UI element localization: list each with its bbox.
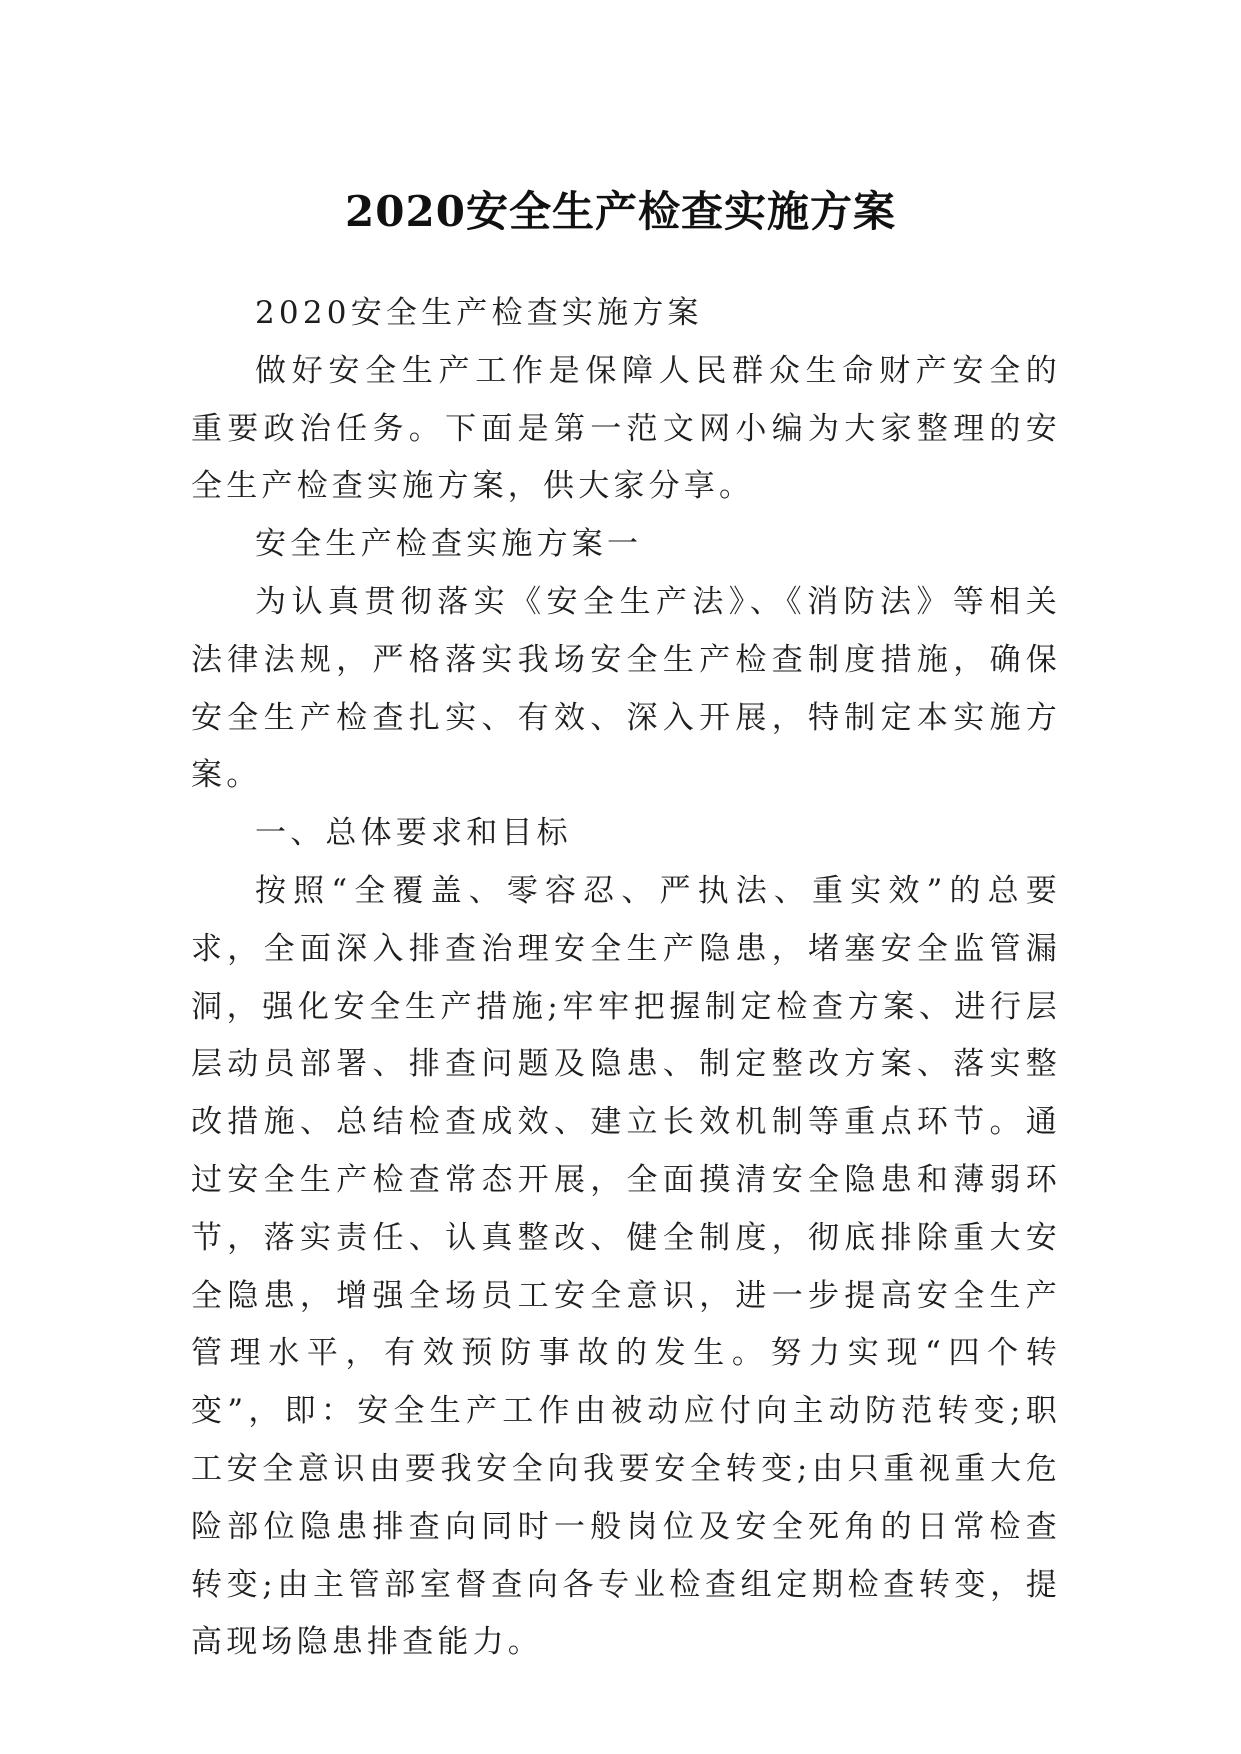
section-heading-requirements: 一、总体要求和目标 xyxy=(255,815,572,852)
intro-paragraph: 做好安全生产工作是保障人民群众生命财产安全的重要政治任务。下面是第一范文网小编为大家整理的安全生产检查实施方案，供大家分享。 xyxy=(191,352,1061,505)
purpose-paragraph: 为认真贯彻落实《安全生产法》、《消防法》等相关法律法规，严格落实我场安全生产检查制度措施，确保安全生产检查扎实、有效、深入开展，特制定本实施方案。 xyxy=(191,583,1061,794)
document-body xyxy=(191,285,1061,1672)
subtitle-paragraph: 2020安全生产检查实施方案 xyxy=(255,295,703,331)
section-heading-plan-one: 安全生产检查实施方案一 xyxy=(255,526,643,563)
requirements-paragraph: 按照“全覆盖、零容忍、严执法、重实效”的总要求，全面深入排查治理安全生产隐患，堵塞安全监管漏洞，强化安全生产措施;牢牢把握制定检查方案、进行层层动员部署、排查问题及隐患、制定整改方案、落实整改措施、总结检查成效、建立长效机制等重点环节。通过安全生产检查常态开展，全面摸清安全隐患和薄弱环节，落实责任、认真整改、健全制度，彻底排除重大安全隐患，增强全场员工安全意识，进一步提高安全生产管理水平，有效预防事故的发生。努力实现“四个转变”，即：安全生产工作由被动应付向主动防范转变;职工安全意识由要我安全向我要安全转变;由只重视重大危险部位隐患排查向同时一般岗位及安全死角的日常检查转变;由主管部室督查向各专业检查组定期检查转变，提高现场隐患排查能力。 xyxy=(191,872,1061,1661)
document-title: 2020安全生产检查实施方案 xyxy=(345,187,896,237)
